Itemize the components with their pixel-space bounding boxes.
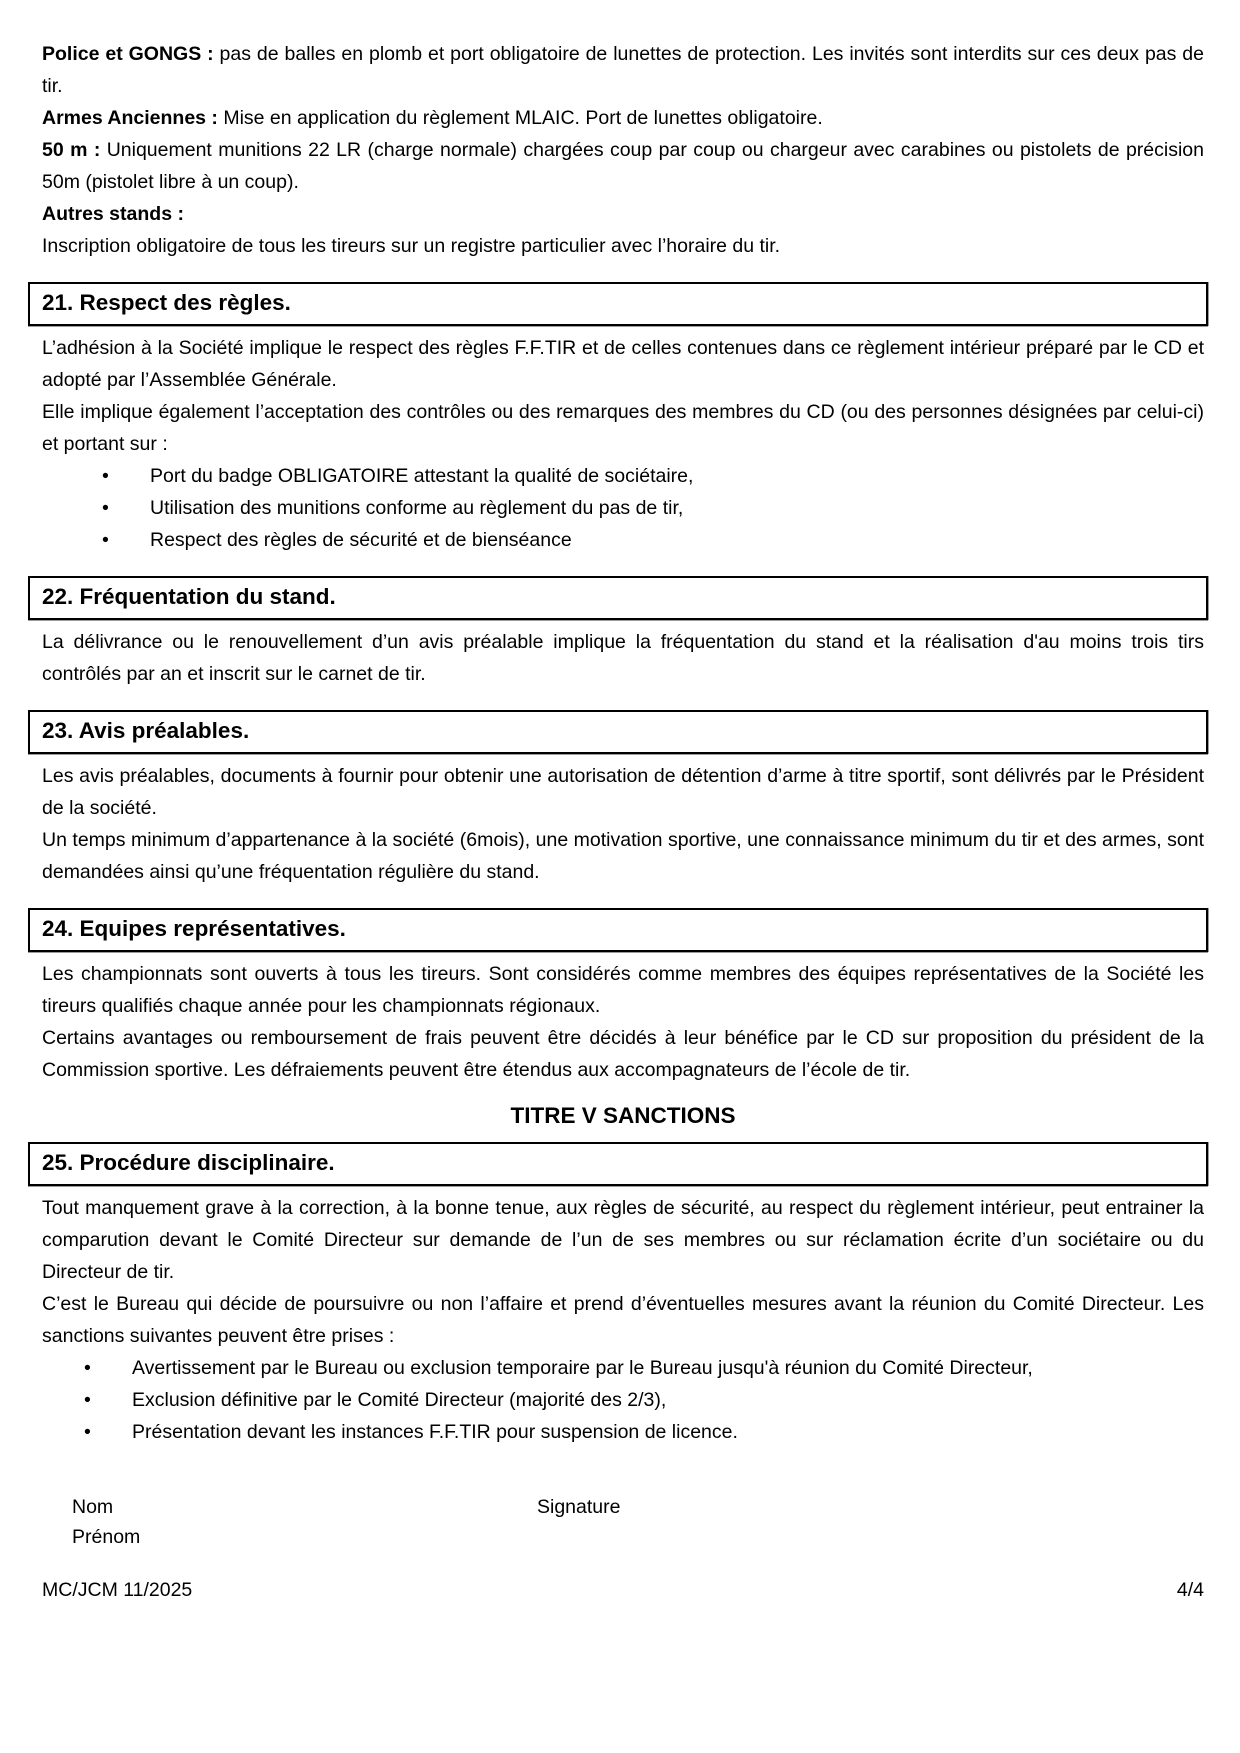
list-item xyxy=(42,524,1204,556)
bullet-text: Exclusion définitive par le Comité Directeur (majorité des 2/3), xyxy=(132,1389,667,1411)
intro-paragraph-50m xyxy=(42,134,1204,198)
bullet-icon: • xyxy=(84,1421,91,1443)
bullet-icon: • xyxy=(102,465,109,487)
section-23-title: 23. Avis préalables. xyxy=(42,718,250,743)
list-item xyxy=(42,1352,1204,1384)
list-item xyxy=(42,1384,1204,1416)
page-footer xyxy=(42,1578,1204,1602)
section-23-header xyxy=(28,710,1208,754)
bullet-icon: • xyxy=(84,1389,91,1411)
bullet-text: Respect des règles de sécurité et de bienséance xyxy=(150,529,572,551)
section-24-header xyxy=(28,908,1208,952)
footer-page-number: 4/4 xyxy=(1176,1579,1204,1601)
section-22-paragraph-1: La délivrance ou le renouvellement d’un avis préalable implique la fréquentation du stand et la réalisation d'au moins trois tirs contrôlés par an et inscrit sur le carnet de tir. xyxy=(42,631,1204,685)
section-24-paragraph-1: Les championnats sont ouverts à tous les tireurs. Sont considérés comme membres des équipes représentatives de la Société les tireurs qualifiés chaque année pour les championnats régionaux. xyxy=(42,963,1204,1017)
bullet-icon: • xyxy=(84,1357,91,1379)
section-21-header xyxy=(28,282,1208,326)
prenom-label: Prénom xyxy=(72,1526,141,1548)
intro-paragraph-inscription xyxy=(42,230,1204,262)
intro-paragraph-police-gongs xyxy=(42,38,1204,102)
list-item xyxy=(42,460,1204,492)
titre-v-heading: TITRE V SANCTIONS xyxy=(510,1103,736,1128)
intro-paragraph-armes-anciennes xyxy=(42,102,1204,134)
section-22-title: 22. Fréquentation du stand. xyxy=(42,584,336,609)
bullet-text: Utilisation des munitions conforme au règlement du pas de tir, xyxy=(150,497,684,519)
bullet-text: Port du badge OBLIGATOIRE attestant la qualité de sociétaire, xyxy=(150,465,694,487)
intro-lead-autres-stands: Autres stands : xyxy=(42,203,184,225)
section-22-header xyxy=(28,576,1208,620)
section-25-title: 25. Procédure disciplinaire. xyxy=(42,1150,335,1175)
list-item xyxy=(42,492,1204,524)
footer-reference: MC/JCM 11/2025 xyxy=(42,1579,193,1601)
section-21-bullet-list xyxy=(42,460,1204,556)
signature-block xyxy=(42,1492,1204,1552)
intro-paragraph-autres-stands xyxy=(42,198,1204,230)
intro-text-inscription: Inscription obligatoire de tous les tireurs sur un registre particulier avec l’horaire du tir. xyxy=(42,235,781,257)
section-23-paragraph-1: Les avis préalables, documents à fournir pour obtenir une autorisation de détention d’arme à titre sportif, sont délivrés par le Président de la société. xyxy=(42,765,1204,819)
section-25-paragraph-1: Tout manquement grave à la correction, à la bonne tenue, aux règles de sécurité, au respect du règlement intérieur, peut entrainer la comparution devant le Comité Directeur sur demande de l’un de ses membres ou sur réclamation écrite d’un sociétaire ou du Directeur de tir. xyxy=(42,1197,1204,1283)
bullet-icon: • xyxy=(102,529,109,551)
list-item xyxy=(42,1416,1204,1448)
intro-text-50m: Uniquement munitions 22 LR (charge normale) chargées coup par coup ou chargeur avec carabines ou pistolets de précision 50m (pistolet libre à un coup). xyxy=(42,139,1204,193)
section-21-paragraph-1: L’adhésion à la Société implique le respect des règles F.F.TIR et de celles contenues dans ce règlement intérieur préparé par le CD et adopté par l’Assemblée Générale. xyxy=(42,337,1204,391)
intro-lead-50m: 50 m : xyxy=(42,139,101,161)
section-21-title: 21. Respect des règles. xyxy=(42,290,291,315)
intro-text-armes-anciennes: Mise en application du règlement MLAIC. Port de lunettes obligatoire. xyxy=(217,107,823,129)
section-25-paragraph-2: C’est le Bureau qui décide de poursuivre ou non l’affaire et prend d’éventuelles mesures avant la réunion du Comité Directeur. Les sanctions suivantes peuvent être prises : xyxy=(42,1293,1204,1347)
nom-label: Nom xyxy=(72,1496,114,1518)
section-21-paragraph-2: Elle implique également l’acceptation des contrôles ou des remarques des membres du CD (ou des personnes désignées par celui-ci) et portant sur : xyxy=(42,401,1204,455)
signature-label: Signature xyxy=(537,1496,621,1518)
bullet-text: Avertissement par le Bureau ou exclusion temporaire par le Bureau jusqu'à réunion du Comité Directeur, xyxy=(132,1357,1033,1379)
section-25-header xyxy=(28,1142,1208,1186)
section-23-paragraph-2: Un temps minimum d’appartenance à la société (6mois), une motivation sportive, une connaissance minimum du tir et des armes, sont demandées ainsi qu’une fréquentation régulière du stand. xyxy=(42,829,1204,883)
bullet-text: Présentation devant les instances F.F.TIR pour suspension de licence. xyxy=(132,1421,738,1443)
section-24-paragraph-2: Certains avantages ou remboursement de frais peuvent être décidés à leur bénéfice par le CD sur proposition du président de la Commission sportive. Les défraiements peuvent être étendus aux accompagnateurs de l’école de tir. xyxy=(42,1027,1204,1081)
intro-lead-armes-anciennes: Armes Anciennes : xyxy=(42,107,218,129)
section-25-bullet-list xyxy=(42,1352,1204,1448)
bullet-icon: • xyxy=(102,497,109,519)
intro-text-police-gongs: pas de balles en plomb et port obligatoire de lunettes de protection. Les invités sont interdits sur ces deux pas de tir. xyxy=(42,43,1204,97)
section-24-title: 24. Equipes représentatives. xyxy=(42,916,346,941)
intro-lead-police-gongs: Police et GONGS : xyxy=(42,43,214,65)
